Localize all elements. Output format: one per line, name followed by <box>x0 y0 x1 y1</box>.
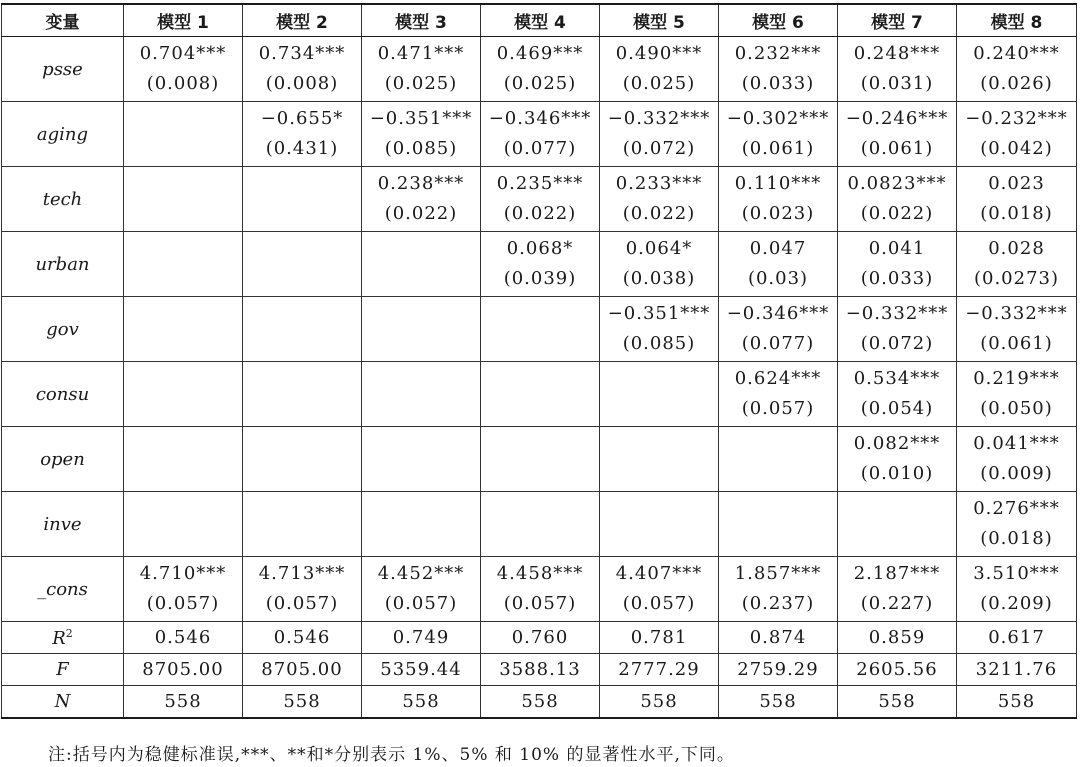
standard-error-value: (0.054) <box>860 398 934 419</box>
coef-cell <box>719 427 838 492</box>
coef-cell <box>600 102 719 167</box>
stat-row-f <box>2 654 1077 686</box>
coef-cell <box>600 427 719 492</box>
coefficient-value: −0.346*** <box>726 303 830 324</box>
stat-value: 558 <box>164 691 202 712</box>
standard-error-value: (0.008) <box>146 73 220 94</box>
stat-cell <box>719 686 838 719</box>
variable-label: psse <box>2 37 124 102</box>
coef-cell <box>719 557 838 622</box>
coef-cell <box>481 297 600 362</box>
coefficient-value: 2.187*** <box>853 563 941 584</box>
coefficient-value: 0.041*** <box>973 433 1060 454</box>
stat-cell <box>838 622 957 654</box>
stat-label-name: F <box>56 659 69 680</box>
coefficient-value: 0.704*** <box>139 43 227 64</box>
coef-cell <box>957 362 1077 427</box>
stat-value: 8705.00 <box>142 659 224 680</box>
coefficient-value: 0.028 <box>988 238 1045 259</box>
coef-cell <box>957 427 1077 492</box>
stat-value: 558 <box>521 691 559 712</box>
coefficient-value: 0.0823*** <box>847 173 947 194</box>
coefficient-value: −0.351*** <box>369 108 473 129</box>
coef-cell <box>957 297 1077 362</box>
coef-cell <box>838 232 957 297</box>
standard-error-value: (0.0273) <box>973 268 1060 289</box>
header-model-8: 模型 8 <box>957 4 1077 37</box>
coefficient-value: 0.534*** <box>853 368 941 389</box>
coef-cell <box>481 102 600 167</box>
stat-label <box>2 686 124 719</box>
coef-cell <box>719 167 838 232</box>
coef-cell <box>362 362 481 427</box>
stat-value: 3211.76 <box>975 659 1058 680</box>
coefficient-value: 0.469*** <box>496 43 584 64</box>
stat-label-name: R <box>52 627 66 649</box>
coef-cell <box>838 427 957 492</box>
standard-error-value: (0.077) <box>503 138 577 159</box>
coefficient-value: 0.734*** <box>258 43 346 64</box>
stat-value: 3588.13 <box>499 659 581 680</box>
coef-cell <box>481 492 600 557</box>
coefficient-value: 4.713*** <box>258 563 346 584</box>
standard-error-value: (0.050) <box>980 398 1053 419</box>
stat-cell <box>481 654 600 686</box>
standard-error-value: (0.237) <box>741 593 815 614</box>
coef-cell <box>600 362 719 427</box>
coef-cell <box>481 167 600 232</box>
variable-label: tech <box>2 167 124 232</box>
header-model-6: 模型 6 <box>719 4 838 37</box>
coef-cell <box>600 232 719 297</box>
coef-cell <box>362 492 481 557</box>
stat-cell <box>600 654 719 686</box>
stat-cell <box>362 622 481 654</box>
standard-error-value: (0.026) <box>980 73 1053 94</box>
coef-cell <box>124 557 243 622</box>
stat-cell <box>362 686 481 719</box>
variable-label: urban <box>2 232 124 297</box>
standard-error-value: (0.077) <box>741 333 815 354</box>
stat-value: 2605.56 <box>856 659 938 680</box>
coef-cell <box>957 37 1077 102</box>
standard-error-value: (0.072) <box>622 138 696 159</box>
standard-error-value: (0.057) <box>384 593 458 614</box>
coefficient-value: −0.332*** <box>845 303 949 324</box>
coefficient-value: −0.655* <box>260 108 344 129</box>
table-note: 注:括号内为稳健标准误,***、**和*分别表示 1%、5% 和 10% 的显著性水平,下同。 <box>48 745 735 765</box>
coef-cell <box>362 102 481 167</box>
coef-cell <box>719 102 838 167</box>
coefficient-value: −0.332*** <box>607 108 711 129</box>
coef-cell <box>600 167 719 232</box>
coef-cell <box>362 232 481 297</box>
coef-cell <box>124 167 243 232</box>
coef-cell <box>481 362 600 427</box>
header-model-1: 模型 1 <box>124 4 243 37</box>
coef-cell <box>719 492 838 557</box>
standard-error-value: (0.018) <box>980 203 1053 224</box>
coef-cell <box>957 492 1077 557</box>
coef-cell <box>719 37 838 102</box>
coef-cell <box>957 102 1077 167</box>
coefficient-value: −0.346*** <box>488 108 592 129</box>
coef-cell <box>124 102 243 167</box>
coefficient-value: 0.490*** <box>615 43 703 64</box>
stat-value: 558 <box>878 691 916 712</box>
stat-cell <box>719 654 838 686</box>
standard-error-value: (0.033) <box>860 268 934 289</box>
stat-value: 558 <box>997 691 1036 712</box>
coef-cell <box>957 557 1077 622</box>
stat-row-r <box>2 622 1077 654</box>
standard-error-value: (0.022) <box>503 203 577 224</box>
standard-error-value: (0.085) <box>622 333 696 354</box>
standard-error-value: (0.038) <box>622 268 696 289</box>
coef-cell <box>243 167 362 232</box>
stat-cell <box>719 622 838 654</box>
coef-cell <box>838 557 957 622</box>
standard-error-value: (0.057) <box>265 593 339 614</box>
coefficient-value: 0.082*** <box>853 433 941 454</box>
stat-value: 0.859 <box>868 627 926 648</box>
standard-error-value: (0.061) <box>741 138 815 159</box>
header-variable: 变量 <box>2 4 124 37</box>
standard-error-value: (0.010) <box>860 463 934 484</box>
standard-error-value: (0.009) <box>980 463 1053 484</box>
stat-cell <box>124 654 243 686</box>
stat-cell <box>957 654 1077 686</box>
standard-error-value: (0.023) <box>741 203 815 224</box>
standard-error-value: (0.061) <box>980 333 1053 354</box>
standard-error-value: (0.025) <box>384 73 458 94</box>
coef-cell <box>600 557 719 622</box>
coef-cell <box>243 427 362 492</box>
coef-cell <box>600 492 719 557</box>
coefficient-value: 0.232*** <box>734 43 822 64</box>
coefficient-value: −0.232*** <box>965 108 1068 129</box>
variable-label: gov <box>2 297 124 362</box>
standard-error-value: (0.085) <box>384 138 458 159</box>
coef-cell <box>243 557 362 622</box>
coef-cell <box>957 232 1077 297</box>
stat-value: 558 <box>759 691 797 712</box>
coef-cell <box>362 557 481 622</box>
coef-cell <box>124 492 243 557</box>
standard-error-value: (0.042) <box>980 138 1053 159</box>
coef-cell <box>124 37 243 102</box>
coefficient-value: 0.238*** <box>377 173 465 194</box>
coefficient-value: 0.276*** <box>973 498 1060 519</box>
table-body <box>2 37 1077 719</box>
coefficient-value: 0.068* <box>506 238 574 259</box>
coef-cell <box>243 492 362 557</box>
standard-error-value: (0.057) <box>622 593 696 614</box>
coef-cell <box>838 167 957 232</box>
coef-cell <box>243 362 362 427</box>
stat-cell <box>124 686 243 719</box>
coef-cell <box>362 167 481 232</box>
variable-label: open <box>2 427 124 492</box>
coef-cell <box>362 297 481 362</box>
stat-row-n <box>2 686 1077 719</box>
coef-cell <box>838 102 957 167</box>
standard-error-value: (0.018) <box>980 528 1053 549</box>
header-row <box>2 4 1077 37</box>
stat-value: 0.760 <box>511 627 569 648</box>
coef-cell <box>600 297 719 362</box>
variable-label: _cons <box>2 557 124 622</box>
coefficient-value: 0.235*** <box>496 173 584 194</box>
coef-cell <box>124 362 243 427</box>
coef-cell <box>719 362 838 427</box>
stat-label-superscript: 2 <box>65 626 73 640</box>
stat-cell <box>362 654 481 686</box>
coefficient-value: 3.510*** <box>973 563 1060 584</box>
standard-error-value: (0.025) <box>622 73 696 94</box>
coefficient-value: 0.624*** <box>734 368 822 389</box>
stat-cell <box>957 622 1077 654</box>
stat-label <box>2 654 124 686</box>
stat-cell <box>243 686 362 719</box>
stat-cell <box>838 686 957 719</box>
coef-cell <box>719 232 838 297</box>
standard-error-value: (0.022) <box>860 203 934 224</box>
coef-cell <box>481 557 600 622</box>
standard-error-value: (0.057) <box>503 593 577 614</box>
standard-error-value: (0.039) <box>503 268 577 289</box>
standard-error-value: (0.03) <box>747 268 809 289</box>
stat-value: 558 <box>402 691 440 712</box>
stat-cell <box>957 686 1077 719</box>
coefficient-value: 0.219*** <box>973 368 1060 389</box>
standard-error-value: (0.008) <box>265 73 339 94</box>
standard-error-value: (0.057) <box>146 593 220 614</box>
coefficient-value: 0.240*** <box>973 43 1060 64</box>
coef-cell <box>838 297 957 362</box>
coef-cell <box>481 232 600 297</box>
stat-value: 0.546 <box>154 627 212 648</box>
coef-cell <box>243 232 362 297</box>
coef-row-gov <box>2 297 1077 362</box>
coefficient-value: 0.023 <box>988 173 1045 194</box>
variable-label: consu <box>2 362 124 427</box>
coef-cell <box>838 492 957 557</box>
coef-cell <box>838 362 957 427</box>
regression-table <box>1 3 1077 719</box>
standard-error-value: (0.072) <box>860 333 934 354</box>
variable-label: aging <box>2 102 124 167</box>
standard-error-value: (0.031) <box>860 73 934 94</box>
header-model-4: 模型 4 <box>481 4 600 37</box>
coef-row-consu <box>2 362 1077 427</box>
stat-value: 0.749 <box>392 627 450 648</box>
coef-row-aging <box>2 102 1077 167</box>
standard-error-value: (0.057) <box>741 398 815 419</box>
standard-error-value: (0.022) <box>384 203 458 224</box>
coef-row-cons <box>2 557 1077 622</box>
coefficient-value: 0.064* <box>625 238 693 259</box>
stat-cell <box>243 654 362 686</box>
standard-error-value: (0.209) <box>980 593 1053 614</box>
coef-row-psse <box>2 37 1077 102</box>
stat-value: 2759.29 <box>737 659 819 680</box>
stat-label-name: N <box>54 691 71 712</box>
stat-value: 0.617 <box>988 627 1045 648</box>
header-model-5: 模型 5 <box>600 4 719 37</box>
header-model-3: 模型 3 <box>362 4 481 37</box>
coef-cell <box>600 37 719 102</box>
header-model-2: 模型 2 <box>243 4 362 37</box>
coef-cell <box>124 297 243 362</box>
coef-cell <box>481 427 600 492</box>
standard-error-value: (0.033) <box>741 73 815 94</box>
coefficient-value: 0.047 <box>749 238 807 259</box>
coef-row-tech <box>2 167 1077 232</box>
standard-error-value: (0.025) <box>503 73 577 94</box>
stat-cell <box>481 686 600 719</box>
coefficient-value: 0.041 <box>868 238 926 259</box>
stat-cell <box>600 686 719 719</box>
stat-cell <box>243 622 362 654</box>
header-model-7: 模型 7 <box>838 4 957 37</box>
standard-error-value: (0.061) <box>860 138 934 159</box>
standard-error-value: (0.227) <box>860 593 934 614</box>
coefficient-value: 0.233*** <box>615 173 703 194</box>
coefficient-value: 4.452*** <box>377 563 465 584</box>
stat-value: 0.546 <box>273 627 331 648</box>
coefficient-value: −0.246*** <box>845 108 949 129</box>
coef-cell <box>362 427 481 492</box>
coef-cell <box>124 232 243 297</box>
coefficient-value: 4.458*** <box>496 563 584 584</box>
stat-value: 558 <box>283 691 321 712</box>
standard-error-value: (0.022) <box>622 203 696 224</box>
stat-value: 558 <box>640 691 678 712</box>
stat-cell <box>481 622 600 654</box>
stat-cell <box>124 622 243 654</box>
coef-row-urban <box>2 232 1077 297</box>
coefficient-value: 0.248*** <box>853 43 941 64</box>
stat-label <box>2 622 124 654</box>
variable-label: inve <box>2 492 124 557</box>
coef-row-inve <box>2 492 1077 557</box>
stat-cell <box>600 622 719 654</box>
coefficient-value: 0.471*** <box>377 43 465 64</box>
coef-cell <box>243 297 362 362</box>
coef-cell <box>481 37 600 102</box>
coefficient-value: 0.110*** <box>734 173 822 194</box>
coefficient-value: 1.857*** <box>734 563 822 584</box>
coef-cell <box>243 102 362 167</box>
coefficient-value: 4.710*** <box>139 563 227 584</box>
coefficient-value: 4.407*** <box>615 563 703 584</box>
coef-cell <box>243 37 362 102</box>
standard-error-value: (0.431) <box>265 138 339 159</box>
stat-cell <box>838 654 957 686</box>
coef-cell <box>362 37 481 102</box>
stat-value: 5359.44 <box>380 659 462 680</box>
coef-row-open <box>2 427 1077 492</box>
coef-cell <box>719 297 838 362</box>
coef-cell <box>838 37 957 102</box>
stat-value: 8705.00 <box>261 659 343 680</box>
coef-cell <box>124 427 243 492</box>
coefficient-value: −0.351*** <box>607 303 711 324</box>
stat-value: 2777.29 <box>618 659 700 680</box>
stat-value: 0.874 <box>749 627 807 648</box>
stat-value: 0.781 <box>630 627 688 648</box>
coef-cell <box>957 167 1077 232</box>
coefficient-value: −0.332*** <box>965 303 1068 324</box>
coefficient-value: −0.302*** <box>726 108 830 129</box>
